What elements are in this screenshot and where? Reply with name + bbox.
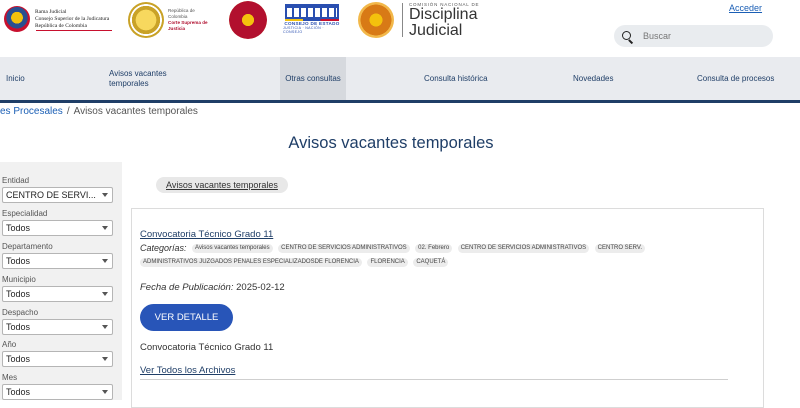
category-chip[interactable]: ADMINISTRATIVOS JUZGADOS PENALES ESPECIALIZADOSDE FLORENCIA: [140, 258, 362, 267]
search-box[interactable]: [614, 25, 773, 47]
rama-logo-underline: [36, 30, 112, 31]
breadcrumb: [0, 106, 198, 117]
chevron-down-icon: [102, 226, 108, 230]
disc-logo-line-2: Judicial: [409, 21, 463, 39]
category-chip[interactable]: CENTRO DE SERVICIOS ADMINISTRATIVOS: [278, 244, 409, 253]
filter-value-departamento: Todos: [6, 256, 31, 266]
corte-logo-line-1: República de Colombia: [168, 8, 195, 19]
rama-logo-line-3: República de Colombia: [35, 22, 87, 29]
nav-item-otras-consultas[interactable]: Otras consultas: [280, 57, 346, 100]
category-chip[interactable]: 02. Febrero: [415, 244, 452, 253]
filter-select-departamento[interactable]: [2, 253, 113, 269]
filter-select-mes[interactable]: [2, 384, 113, 400]
consejo-seal-logo[interactable]: [229, 1, 267, 39]
filter-label-municipio: Municipio: [2, 275, 36, 284]
card-description: Convocatoria Técnico Grado 11: [140, 342, 274, 353]
publication-date-value: 2025-02-12: [236, 282, 285, 293]
publication-date-label: Fecha de Publicación:: [140, 282, 234, 293]
acceder-link[interactable]: Acceder: [729, 3, 763, 13]
rama-logo-line-1: Rama Judicial: [35, 8, 67, 15]
site-header: [0, 0, 800, 57]
filter-label-departamento: Departamento: [2, 242, 53, 251]
corte-suprema-emblem-icon: [128, 2, 164, 38]
chevron-down-icon: [102, 325, 108, 329]
filter-label-mes: Mes: [2, 373, 18, 382]
chevron-down-icon: [102, 193, 108, 197]
category-chip[interactable]: Avisos vacantes temporales: [192, 244, 273, 253]
corte-suprema-logo[interactable]: [128, 1, 214, 39]
search-input[interactable]: [643, 31, 763, 41]
rama-logo-line-2: Consejo Superior de la Judicatura: [35, 15, 110, 22]
filter-value-despacho: Todos: [6, 322, 31, 332]
filter-sidebar: [0, 162, 122, 400]
filter-label-especialidad: Especialidad: [2, 209, 48, 218]
card-divider: [140, 379, 728, 380]
filter-select-municipio[interactable]: [2, 286, 113, 302]
nav-item-consulta-historica[interactable]: Consulta histórica: [424, 73, 488, 83]
filter-select-entidad[interactable]: [2, 187, 113, 203]
breadcrumb-link[interactable]: es Procesales: [0, 106, 63, 117]
filter-select-despacho[interactable]: [2, 319, 113, 335]
logo-separator: [402, 3, 403, 37]
page-title: Avisos vacantes temporales: [288, 134, 494, 152]
filter-select-anio[interactable]: [2, 351, 113, 367]
disc-logo-small: COMISIÓN NACIONAL DE: [409, 1, 480, 7]
filter-value-anio: Todos: [6, 354, 31, 364]
chevron-down-icon: [102, 390, 108, 394]
corte-logo-line-2: Corte Suprema de Justicia: [168, 20, 208, 31]
ver-todos-archivos-link[interactable]: Ver Todos los Archivos: [140, 365, 236, 376]
category-chip[interactable]: CAQUETÁ: [413, 258, 448, 267]
rama-judicial-emblem-icon: [4, 6, 30, 32]
breadcrumb-separator: /: [66, 106, 70, 117]
disciplina-judicial-logo[interactable]: [358, 1, 479, 39]
disc-logo-line-1: Disciplina: [409, 5, 478, 23]
breadcrumb-current: Avisos vacantes temporales: [73, 106, 198, 117]
chevron-down-icon: [102, 292, 108, 296]
main-nav: [0, 57, 800, 100]
filter-select-especialidad[interactable]: [2, 220, 113, 236]
filter-value-especialidad: Todos: [6, 223, 31, 233]
rama-judicial-logo[interactable]: [4, 3, 112, 35]
ver-detalle-button[interactable]: VER DETALLE: [140, 304, 233, 331]
nav-item-inicio[interactable]: Inicio: [6, 73, 25, 83]
category-chip[interactable]: FLORENCIA: [367, 258, 407, 267]
card-categories: [140, 242, 740, 269]
nav-bottom-bar: [0, 100, 800, 103]
card-title-link[interactable]: Convocatoria Técnico Grado 11: [140, 229, 274, 240]
chevron-down-icon: [102, 357, 108, 361]
filter-label-entidad: Entidad: [2, 176, 30, 185]
cej-logo-text: CONSEJO DE ESTADO: [284, 21, 340, 26]
category-chip[interactable]: CENTRO DE SERVICIOS ADMINISTRATIVOS: [458, 244, 589, 253]
filter-value-municipio: Todos: [6, 289, 31, 299]
cej-logo-subtext: JUSTICIA · NACIÓN · CONSEJO: [283, 26, 324, 34]
filter-value-mes: Todos: [6, 387, 31, 397]
chevron-down-icon: [102, 259, 108, 263]
search-icon[interactable]: [621, 30, 634, 43]
disciplina-emblem-icon: [358, 2, 394, 38]
nav-item-novedades[interactable]: Novedades: [573, 73, 614, 83]
filter-value-entidad: CENTRO DE SERVI...: [6, 190, 96, 200]
consejo-seal-icon: [229, 1, 267, 39]
filter-label-despacho: Despacho: [2, 308, 39, 317]
category-tag-link[interactable]: Avisos vacantes temporales: [156, 177, 288, 193]
nav-item-consulta-procesos[interactable]: Consulta de procesos: [697, 73, 775, 83]
consejo-de-estado-logo[interactable]: [283, 4, 341, 34]
building-icon: [285, 4, 339, 19]
categories-label: Categorías:: [140, 243, 187, 253]
filter-label-anio: Año: [2, 340, 17, 349]
category-chip[interactable]: CENTRO SERV.: [595, 244, 645, 253]
publication-date: [140, 282, 285, 293]
nav-item-avisos[interactable]: Avisos vacantes temporales: [109, 68, 167, 88]
